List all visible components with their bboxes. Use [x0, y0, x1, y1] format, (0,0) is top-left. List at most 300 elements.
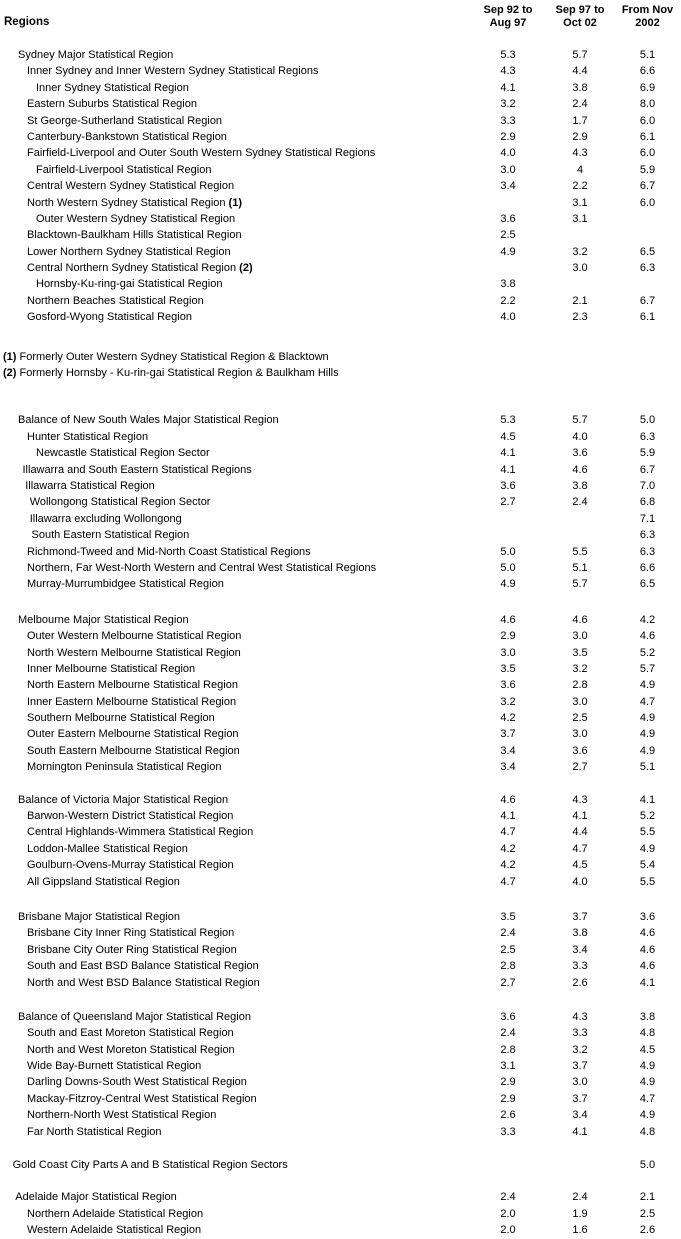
- region-label: Inner Melbourne Statistical Region: [27, 662, 196, 675]
- value-cell-col3: 4.9: [639, 728, 656, 741]
- value-cell-col2: 4.6: [572, 463, 588, 476]
- region-name-cell: [0, 824, 470, 840]
- value-cell-col1: 2.4: [500, 1027, 516, 1040]
- region-label: Eastern Suburbs Statistical Region: [27, 98, 197, 111]
- table-row: [0, 1189, 681, 1205]
- region-label: Lower Northern Sydney Statistical Region: [27, 245, 231, 258]
- value-cell-col3: 2.5: [639, 1207, 656, 1220]
- footnote: [0, 365, 681, 381]
- value-cell-col2: 3.7: [572, 1060, 588, 1073]
- region-name-cell: [0, 874, 470, 890]
- region-label: North and West BSD Balance Statistical Region: [27, 976, 260, 989]
- column-header-line2: Oct 02: [563, 16, 597, 29]
- value-cell-col3: 4.6: [639, 630, 656, 643]
- value-cell-col3: 6.3: [639, 529, 656, 542]
- value-cell-col3: 4.6: [639, 943, 656, 956]
- table-row: [0, 462, 681, 478]
- table-row: [0, 63, 681, 79]
- region-name-cell: [0, 309, 470, 325]
- table-row: [0, 743, 681, 759]
- value-cell-col3: 5.2: [639, 810, 656, 823]
- value-cell-col2: 3.1: [572, 212, 588, 225]
- value-cell-col2: 4.7: [572, 842, 588, 855]
- region-label: Northern, Far West-North Western and Central West Statistical Regions: [27, 561, 377, 574]
- region-name-cell: [0, 129, 470, 145]
- value-cell-col2: 3.0: [572, 262, 588, 275]
- value-cell-col2: 3.2: [572, 662, 588, 675]
- value-cell-col3: 5.5: [639, 875, 656, 888]
- value-cell-col2: 3.8: [572, 81, 588, 94]
- section-sydney: [0, 47, 681, 326]
- region-name-cell: [0, 494, 470, 510]
- table-row: [0, 694, 681, 710]
- value-cell-col1: 3.8: [500, 278, 516, 291]
- region-name-cell: [0, 527, 470, 543]
- table-row: [0, 759, 681, 775]
- value-cell-col3: 6.8: [639, 496, 656, 509]
- value-cell-col1: 3.5: [500, 910, 516, 923]
- region-label: Northern Adelaide Statistical Region: [27, 1207, 204, 1220]
- region-label: North Western Sydney Statistical Region: [27, 196, 226, 209]
- region-name-cell: [0, 1025, 470, 1041]
- value-cell-col1: 2.0: [500, 1207, 516, 1220]
- table-row: [0, 726, 681, 742]
- value-cell-col2: 2.2: [572, 180, 588, 193]
- footnote-reference-marker: (1): [225, 196, 242, 209]
- value-cell-col2: 2.7: [572, 761, 588, 774]
- value-cell-col3: 2.6: [639, 1224, 656, 1237]
- table-row: [0, 429, 681, 445]
- value-cell-col2: 2.4: [572, 496, 588, 509]
- table-row: [0, 178, 681, 194]
- value-cell-col3: [614, 276, 681, 292]
- value-cell-col1: 3.7: [500, 728, 516, 741]
- table-row: [0, 628, 681, 644]
- region-label: Adelaide Major Statistical Region: [15, 1191, 177, 1204]
- footnote-reference-marker: (2): [236, 262, 253, 275]
- table-row: [0, 560, 681, 576]
- value-cell-col2: 3.0: [572, 728, 588, 741]
- value-cell-col3: 4.7: [639, 1092, 656, 1105]
- region-label: Illawarra excluding Wollongong: [29, 512, 182, 525]
- column-header-line1: From Nov: [621, 4, 674, 16]
- value-cell-col3: 5.2: [639, 646, 656, 659]
- value-cell-col3: 4.7: [639, 695, 656, 708]
- value-cell-col1: 3.6: [500, 212, 516, 225]
- value-cell-col2: 5.7: [572, 414, 588, 427]
- value-cell-col1: 5.3: [500, 414, 516, 427]
- value-cell-col2: 4.3: [572, 1010, 588, 1023]
- value-cell-col2: 4.0: [572, 875, 588, 888]
- footnote-text: Formerly Hornsby - Ku-rin-gai Statistical Region & Baulkham Hills: [19, 367, 339, 380]
- region-label: Loddon-Mallee Statistical Region: [27, 842, 188, 855]
- table-row: [0, 309, 681, 325]
- value-cell-col1: 2.5: [500, 229, 516, 242]
- region-label: Mackay-Fitzroy-Central West Statistical Region: [27, 1092, 257, 1105]
- region-label: Wide Bay-Burnett Statistical Region: [27, 1060, 202, 1073]
- table-row: [0, 576, 681, 592]
- value-cell-col1: 5.3: [500, 49, 516, 61]
- region-name-cell: [0, 276, 470, 292]
- section-gold-coast: [0, 1157, 681, 1173]
- table-row: [0, 661, 681, 677]
- region-name-cell: [0, 743, 470, 759]
- value-cell-col3: 6.7: [639, 294, 656, 307]
- value-cell-col3: 6.1: [639, 130, 656, 143]
- value-cell-col1: 4.9: [500, 578, 516, 591]
- region-label: Barwon-Western District Statistical Region: [27, 810, 234, 823]
- region-label: Gold Coast City Parts A and B Statistical Region Sectors: [12, 1159, 288, 1172]
- value-cell-col2: 5.7: [572, 49, 588, 61]
- region-label: Central Western Sydney Statistical Region: [27, 180, 235, 193]
- value-cell-col3: 5.7: [639, 662, 656, 675]
- region-name-cell: [0, 612, 470, 628]
- table-row: [0, 925, 681, 941]
- value-cell-col1: 3.4: [500, 180, 516, 193]
- table-row: [0, 645, 681, 661]
- column-header-sep97-oct02: [546, 3, 614, 29]
- region-label: Inner Eastern Melbourne Statistical Region: [27, 695, 237, 708]
- value-cell-col1: 2.8: [500, 1043, 516, 1056]
- table-row: [0, 808, 681, 824]
- value-cell-col2: 3.6: [572, 744, 588, 757]
- table-row: [0, 1091, 681, 1107]
- value-cell-col3: 6.3: [639, 262, 656, 275]
- table-row: [0, 1042, 681, 1058]
- value-cell-col2: 3.4: [572, 1109, 588, 1122]
- column-header-line1: Sep 97 to: [555, 4, 605, 16]
- region-name-cell: [0, 96, 470, 112]
- value-cell-col3: 6.6: [639, 65, 656, 78]
- value-cell-col1: [470, 1157, 546, 1173]
- table-row: [0, 1157, 681, 1173]
- value-cell-col3: 6.0: [639, 196, 656, 209]
- table-row: [0, 511, 681, 527]
- value-cell-col1: 5.0: [500, 561, 516, 574]
- region-label: Far North Statistical Region: [27, 1125, 162, 1138]
- value-cell-col2: [546, 276, 614, 292]
- region-label: North and West Moreton Statistical Region: [27, 1043, 235, 1056]
- value-cell-col1: 3.6: [500, 679, 516, 692]
- region-name-cell: [0, 1042, 470, 1058]
- value-cell-col2: 3.3: [572, 960, 588, 973]
- value-cell-col3: 4.6: [639, 960, 656, 973]
- table-row: [0, 874, 681, 890]
- region-label: South and East Moreton Statistical Region: [27, 1027, 234, 1040]
- value-cell-col1: 4.7: [500, 826, 516, 839]
- value-cell-col1: 3.0: [500, 646, 516, 659]
- value-cell-col3: 4.9: [639, 744, 656, 757]
- footnote: [0, 349, 681, 365]
- region-name-cell: [0, 694, 470, 710]
- region-name-cell: [0, 478, 470, 494]
- value-cell-col2: [546, 511, 614, 527]
- table-row: [0, 958, 681, 974]
- region-label: Northern Beaches Statistical Region: [27, 294, 204, 307]
- region-name-cell: [0, 244, 470, 260]
- region-name-cell: [0, 145, 470, 161]
- table-row: [0, 276, 681, 292]
- region-label: Goulburn-Ovens-Murray Statistical Region: [27, 859, 234, 872]
- region-name-cell: [0, 1157, 470, 1173]
- value-cell-col1: [470, 195, 546, 211]
- value-cell-col2: 2.4: [572, 1191, 588, 1204]
- value-cell-col2: 3.2: [572, 245, 588, 258]
- region-name-cell: [0, 544, 470, 560]
- region-label: Sydney Major Statistical Region: [18, 49, 174, 61]
- value-cell-col3: 4.2: [639, 613, 656, 626]
- region-name-cell: [0, 462, 470, 478]
- region-name-cell: [0, 576, 470, 592]
- value-cell-col1: 3.2: [500, 695, 516, 708]
- table-row: [0, 792, 681, 808]
- region-label: Illawarra and South Eastern Statistical Regions: [22, 463, 252, 476]
- region-label: Newcastle Statistical Region Sector: [36, 447, 210, 460]
- table-row: [0, 942, 681, 958]
- value-cell-col2: [546, 227, 614, 243]
- value-cell-col3: 7.1: [639, 512, 656, 525]
- region-label: Wollongong Statistical Region Sector: [29, 496, 211, 509]
- value-cell-col2: 4.0: [572, 430, 588, 443]
- value-cell-col3: 4.9: [639, 712, 656, 725]
- table-row: [0, 527, 681, 543]
- value-cell-col3: 8.0: [639, 98, 656, 111]
- column-header-line2: Aug 97: [489, 16, 527, 29]
- section-balance-nsw: [0, 412, 681, 592]
- value-cell-col1: 4.2: [500, 712, 516, 725]
- table-row: [0, 494, 681, 510]
- value-cell-col2: 4.1: [572, 1125, 588, 1138]
- value-cell-col3: 6.0: [639, 114, 656, 127]
- region-name-cell: [0, 710, 470, 726]
- region-label: Richmond-Tweed and Mid-North Coast Statistical Regions: [27, 545, 311, 558]
- region-name-cell: [0, 1222, 470, 1238]
- table-row: [0, 293, 681, 309]
- region-name-cell: [0, 560, 470, 576]
- region-name-cell: [0, 909, 470, 925]
- value-cell-col1: 2.9: [500, 1076, 516, 1089]
- section-balance-queensland: [0, 1009, 681, 1140]
- table-row: [0, 145, 681, 161]
- value-cell-col1: [470, 527, 546, 543]
- value-cell-col1: 3.6: [500, 1010, 516, 1023]
- table-row: [0, 677, 681, 693]
- value-cell-col3: 5.4: [639, 859, 656, 872]
- region-label: South and East BSD Balance Statistical Region: [27, 960, 259, 973]
- table-row: [0, 162, 681, 178]
- value-cell-col1: 2.0: [500, 1224, 516, 1237]
- region-name-cell: [0, 113, 470, 129]
- table-row: [0, 1124, 681, 1140]
- region-name-cell: [0, 63, 470, 79]
- value-cell-col2: 4.4: [572, 65, 588, 78]
- value-cell-col1: 4.1: [500, 81, 516, 94]
- value-cell-col2: 2.3: [572, 311, 588, 324]
- value-cell-col2: 3.6: [572, 447, 588, 460]
- value-cell-col1: 3.4: [500, 744, 516, 757]
- value-cell-col1: 3.5: [500, 662, 516, 675]
- value-cell-col1: 3.6: [500, 479, 516, 492]
- region-name-cell: [0, 857, 470, 873]
- table-row: [0, 412, 681, 428]
- region-label: Outer Eastern Melbourne Statistical Region: [27, 728, 239, 741]
- table-row: [0, 260, 681, 276]
- value-cell-col3: 5.0: [639, 1159, 656, 1172]
- value-cell-col3: 6.7: [639, 180, 656, 193]
- value-cell-col3: 3.6: [639, 910, 656, 923]
- value-cell-col3: 4.1: [639, 793, 656, 806]
- table-row: [0, 824, 681, 840]
- region-name-cell: [0, 445, 470, 461]
- value-cell-col2: 3.0: [572, 695, 588, 708]
- table-row: [0, 80, 681, 96]
- region-name-cell: [0, 80, 470, 96]
- value-cell-col2: 1.9: [572, 1207, 588, 1220]
- value-cell-col1: 2.7: [500, 496, 516, 509]
- value-cell-col3: 5.0: [639, 414, 656, 427]
- region-name-cell: [0, 1124, 470, 1140]
- value-cell-col1: 5.0: [500, 545, 516, 558]
- value-cell-col2: 4: [576, 163, 584, 176]
- value-cell-col1: 4.2: [500, 859, 516, 872]
- region-label: Hunter Statistical Region: [27, 430, 149, 443]
- value-cell-col3: 4.9: [639, 1109, 656, 1122]
- value-cell-col3: 5.5: [639, 826, 656, 839]
- value-cell-col1: 2.2: [500, 294, 516, 307]
- table-row: [0, 47, 681, 63]
- value-cell-col2: 3.3: [572, 1027, 588, 1040]
- value-cell-col3: 7.0: [639, 479, 656, 492]
- value-cell-col2: 5.5: [572, 545, 588, 558]
- value-cell-col3: 5.1: [639, 761, 656, 774]
- table-row: [0, 975, 681, 991]
- region-name-cell: [0, 925, 470, 941]
- region-name-cell: [0, 1009, 470, 1025]
- table-row: [0, 612, 681, 628]
- region-name-cell: [0, 942, 470, 958]
- value-cell-col1: 4.1: [500, 810, 516, 823]
- region-name-cell: [0, 195, 470, 211]
- region-label: Brisbane City Outer Ring Statistical Region: [27, 943, 237, 956]
- value-cell-col2: [546, 1157, 614, 1173]
- value-cell-col3: 6.6: [639, 561, 656, 574]
- region-name-cell: [0, 975, 470, 991]
- value-cell-col2: 4.6: [572, 613, 588, 626]
- region-label: Murray-Murrumbidgee Statistical Region: [27, 578, 224, 591]
- section-balance-victoria: [0, 792, 681, 890]
- section-melbourne: [0, 612, 681, 776]
- value-cell-col2: 3.1: [572, 196, 588, 209]
- region-label: Fairfield-Liverpool and Outer South Western Sydney Statistical Regions: [27, 147, 376, 160]
- table-header: [0, 3, 681, 29]
- region-name-cell: [0, 677, 470, 693]
- value-cell-col2: 3.5: [572, 646, 588, 659]
- region-name-cell: [0, 162, 470, 178]
- table-row: [0, 1009, 681, 1025]
- footnote-text: Formerly Outer Western Sydney Statistical Region & Blacktown: [19, 350, 329, 363]
- region-label: Mornington Peninsula Statistical Region: [27, 761, 222, 774]
- table-row: [0, 857, 681, 873]
- region-name-cell: [0, 412, 470, 428]
- table-row: [0, 244, 681, 260]
- value-cell-col3: 4.9: [639, 1060, 656, 1073]
- value-cell-col1: 4.1: [500, 447, 516, 460]
- region-label: Western Adelaide Statistical Region: [27, 1224, 202, 1237]
- table-row: [0, 1074, 681, 1090]
- value-cell-col1: 2.8: [500, 960, 516, 973]
- footnote-marker: (2): [3, 367, 20, 380]
- region-label: Balance of Victoria Major Statistical Region: [18, 793, 229, 806]
- region-name-cell: [0, 792, 470, 808]
- value-cell-col3: 5.9: [639, 163, 656, 176]
- region-name-cell: [0, 1058, 470, 1074]
- value-cell-col1: 2.4: [500, 927, 516, 940]
- region-label: Balance of New South Wales Major Statistical Region: [18, 414, 279, 427]
- region-label: Inner Sydney and Inner Western Sydney Statistical Regions: [27, 65, 319, 78]
- value-cell-col3: 6.5: [639, 245, 656, 258]
- value-cell-col2: 2.8: [572, 679, 588, 692]
- table-row: [0, 1222, 681, 1238]
- region-name-cell: [0, 1206, 470, 1222]
- table-row: [0, 1107, 681, 1123]
- value-cell-col2: 2.6: [572, 976, 588, 989]
- value-cell-col3: 6.7: [639, 463, 656, 476]
- region-name-cell: [0, 726, 470, 742]
- table-row: [0, 710, 681, 726]
- region-name-cell: [0, 645, 470, 661]
- region-label: Brisbane City Inner Ring Statistical Region: [27, 927, 235, 940]
- region-label: Outer Western Sydney Statistical Region: [36, 212, 236, 225]
- table-row: [0, 544, 681, 560]
- section-adelaide: [0, 1189, 681, 1238]
- region-name-cell: [0, 260, 470, 276]
- table-row: [0, 195, 681, 211]
- region-label: Southern Melbourne Statistical Region: [27, 712, 215, 725]
- value-cell-col3: 4.9: [639, 842, 656, 855]
- value-cell-col2: 2.9: [572, 130, 588, 143]
- value-cell-col3: 6.1: [639, 311, 656, 324]
- region-label: Central Northern Sydney Statistical Region: [27, 262, 237, 275]
- value-cell-col1: 2.5: [500, 943, 516, 956]
- value-cell-col1: 3.3: [500, 114, 516, 127]
- value-cell-col3: 4.8: [639, 1125, 656, 1138]
- value-cell-col2: 1.7: [572, 114, 588, 127]
- column-header-from-nov-2002: [614, 3, 681, 29]
- region-name-cell: [0, 841, 470, 857]
- value-cell-col2: [546, 527, 614, 543]
- value-cell-col1: 2.4: [500, 1191, 516, 1204]
- value-cell-col1: 2.9: [500, 630, 516, 643]
- table-row: [0, 1206, 681, 1222]
- value-cell-col3: 3.8: [639, 1010, 656, 1023]
- region-label: North Eastern Melbourne Statistical Region: [27, 679, 238, 692]
- value-cell-col1: 3.0: [500, 163, 516, 176]
- value-cell-col3: 4.8: [639, 1027, 656, 1040]
- region-label: Darling Downs-South West Statistical Region: [27, 1076, 247, 1089]
- table-row: [0, 1058, 681, 1074]
- value-cell-col2: 2.4: [572, 98, 588, 111]
- region-label: Melbourne Major Statistical Region: [18, 613, 189, 626]
- value-cell-col2: 3.0: [572, 1076, 588, 1089]
- region-name-cell: [0, 1107, 470, 1123]
- region-name-cell: [0, 293, 470, 309]
- region-name-cell: [0, 759, 470, 775]
- value-cell-col2: 2.5: [572, 712, 588, 725]
- value-cell-col2: 1.6: [572, 1224, 588, 1237]
- region-label: South Eastern Statistical Region: [31, 529, 190, 542]
- value-cell-col3: 6.3: [639, 545, 656, 558]
- value-cell-col1: 3.4: [500, 761, 516, 774]
